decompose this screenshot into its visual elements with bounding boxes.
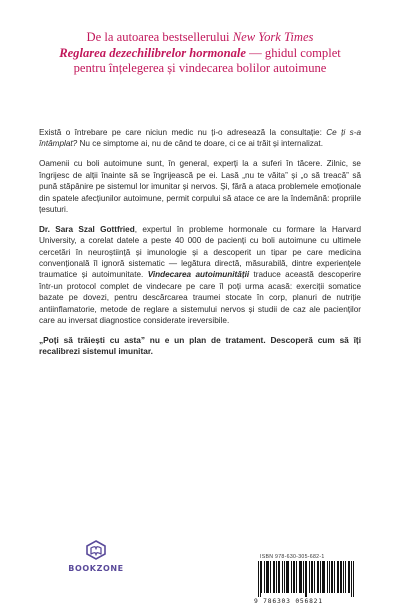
barcode-bar [343, 561, 344, 593]
paragraph-question-tail: Nu ce simptome ai, nu de când te doare, ci ce ai trăit și internalizat. [77, 139, 323, 149]
barcode-bar [318, 561, 319, 593]
barcode-bar [327, 561, 328, 593]
barcode-bar [287, 561, 288, 593]
barcode-bar [261, 561, 262, 593]
isbn-label: ISBN 978-630-305-682-1 [260, 554, 325, 560]
barcode-bar [288, 561, 289, 593]
barcode-bar [264, 561, 265, 593]
closing-statement: „Poți să trăiești cu asta” nu e un plan de tratament. Descoperă cum să îți recalibrezi sistemul imunitar. [39, 335, 361, 357]
barcode-bar [314, 561, 315, 593]
barcode-bar [322, 561, 323, 593]
barcode-bar [268, 561, 269, 593]
barcode-bar [331, 561, 332, 593]
barcode-bar [323, 561, 324, 593]
barcode-bar [351, 561, 352, 597]
barcode-bar [305, 561, 306, 597]
paragraph-question-lead: Există o întrebare pe care niciun medic nu ți-o adresează la consultație: [39, 128, 327, 137]
barcode-bar [274, 561, 275, 593]
barcode-bar [349, 561, 350, 593]
barcode-bar [306, 561, 307, 597]
paragraph-question [39, 127, 361, 150]
book-title: Vindecarea autoimunității [147, 270, 250, 280]
barcode-bar [282, 561, 283, 593]
barcode-bar [338, 561, 339, 593]
barcode-bar [311, 561, 312, 593]
headline-prefix: De la autoarea bestsellerului [86, 30, 233, 44]
barcode-bar [320, 561, 321, 593]
barcode-bar [258, 561, 259, 597]
barcode-bars [258, 561, 358, 597]
barcode-bar [345, 561, 346, 593]
barcode-bar [266, 561, 267, 593]
barcode-bar [279, 561, 280, 593]
barcode-bar [348, 561, 349, 593]
barcode-bar [260, 561, 261, 597]
publisher-logo [64, 540, 128, 573]
headline-title: Reglarea dezechilibrelor hormonale [59, 45, 246, 60]
barcode-bar [353, 561, 354, 597]
barcode-bar [341, 561, 342, 593]
headline-rest: — ghidul complet pentru înțelegerea și vindecarea bolilor autoimune [73, 45, 341, 75]
author-paragraph-a: , expertul în probleme hormonale cu formare la Harvard University, a corelat datele a peste 40 000 de pacienți cu boli autoimune cu ultimele cercetări în neuroștiință și imunologie și a descoperit un tipar pe care medicina convențională îl ignoră sistematic — legătura directă, măsurabilă, dintre experiențele traumatice și autoimunitate. [39, 224, 361, 280]
barcode-bar [273, 561, 274, 593]
paragraph-experts: Oamenii cu boli autoimune sunt, în general, experți la a suferi în tăcere. Zilnic, se îngrijesc de alții înainte să se îngrijească pe ei. Lasă „nu te văita” și „o să treacă” să pună stăpânire pe sistemul lor imunitar și nervos. Și, fără a ataca problemele emoționale din spatele afecțiunilor autoimune, permit corpului să atace ce are la îndemână: propriile țesuturi. [39, 159, 361, 214]
headline-nyt: New York Times [232, 30, 314, 44]
barcode-bar [337, 561, 338, 593]
cover-headline [48, 30, 352, 77]
paragraph-author [39, 224, 361, 327]
barcode-bar [324, 561, 325, 593]
barcode-bar [300, 561, 301, 593]
barcode-bar [299, 561, 300, 593]
barcode-bar [294, 561, 295, 593]
paragraph-question-italic: Ce ți s-a întâmplat? [39, 128, 361, 149]
barcode-bar [340, 561, 341, 593]
barcode-bar [293, 561, 294, 593]
barcode-bar [309, 561, 310, 593]
isbn-barcode [252, 553, 364, 607]
barcode-bar [332, 561, 333, 593]
barcode-bar [317, 561, 318, 593]
barcode-bar [267, 561, 268, 593]
barcode-bar [278, 561, 279, 593]
barcode-bar [329, 561, 330, 593]
barcode-bar [312, 561, 313, 593]
barcode-bar [284, 561, 285, 593]
barcode-digits: 9 786303 056821 [254, 598, 323, 605]
publisher-name: BOOKZONE [68, 564, 124, 573]
barcode-bar [303, 561, 304, 593]
barcode-bar [291, 561, 292, 593]
bookzone-logo-icon [85, 540, 107, 560]
author-name: Dr. Sara Szal Gottfried [39, 224, 135, 234]
author-paragraph-b: traduce această descoperire într-un protocol complet de vindecare pe care îl poți urma acasă: exerciții somatice bazate pe dovezi, pentru descărcarea traumei stocate în corp, planuri de nutriție antiinflamatorie, metode de reglare a sistemului nervos și studii de caz ale pacienților care au inversat diagnostice considerate ireversibile. [39, 270, 361, 326]
barcode-bar [270, 561, 271, 593]
barcode-bar [301, 561, 302, 593]
barcode-bar [276, 561, 277, 593]
barcode-bar [286, 561, 287, 593]
barcode-bar [296, 561, 297, 593]
barcode-bar [334, 561, 335, 593]
blurb-text [39, 127, 361, 366]
